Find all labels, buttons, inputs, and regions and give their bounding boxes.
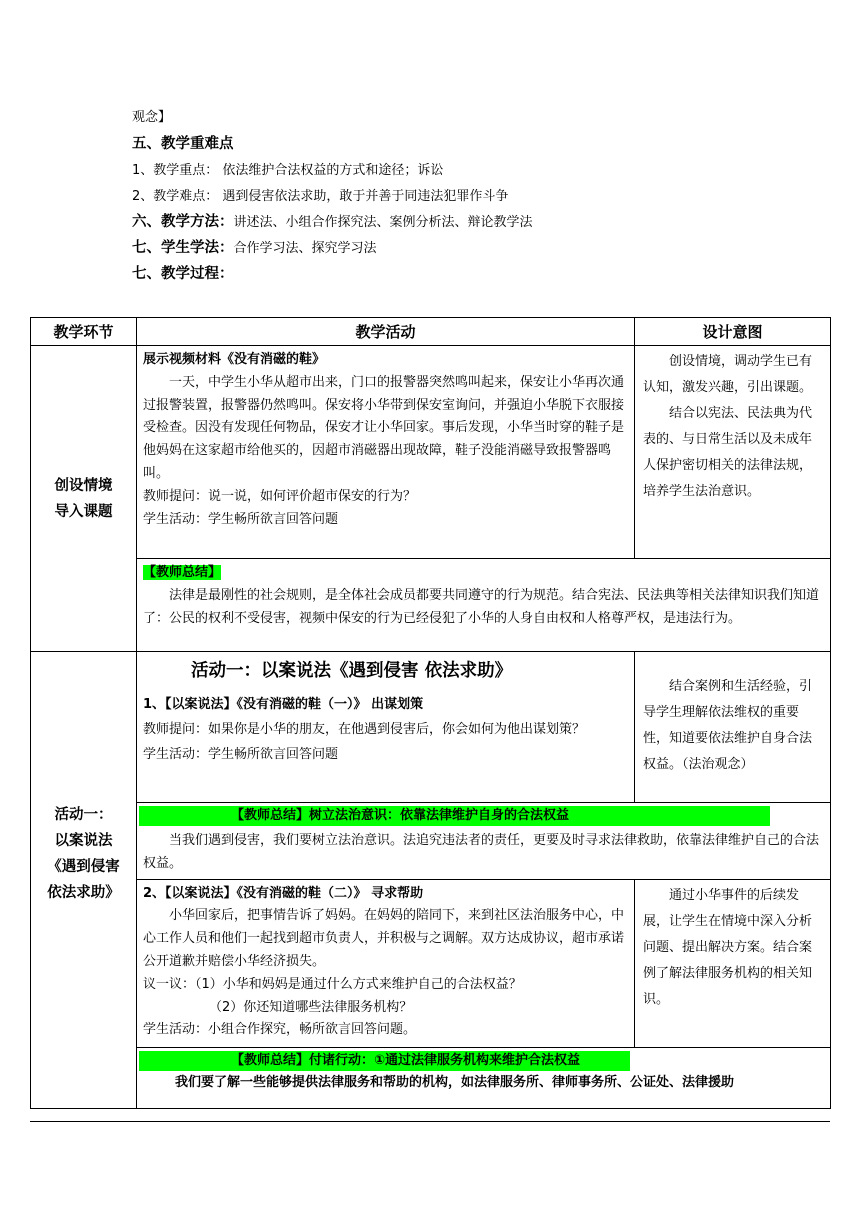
section-seven-a-label: 七、学生学法： bbox=[132, 240, 234, 256]
section-six bbox=[132, 210, 533, 231]
case1-question: 教师提问：如果你是小华的朋友，在他遇到侵害后，你会如何为他出谋划策？ bbox=[143, 721, 586, 737]
stage2-name-line2: 以案说法 bbox=[54, 833, 113, 849]
case2-title: 2、【以案说法】《没有消磁的鞋（二）》 寻求帮助 bbox=[143, 885, 424, 901]
table-header-row bbox=[31, 318, 831, 346]
header-activity: 教学活动 bbox=[137, 318, 635, 346]
page-bottom-rule bbox=[30, 1121, 830, 1122]
intent-case2: 通过小华事件的后续发展，让学生在情境中深入分析问题、提出解决方案。结合案例了解法律服务机构的相关知识。 bbox=[643, 887, 813, 1007]
stage2-case2-row bbox=[31, 879, 831, 1047]
story-text: 一天，中学生小华从超市出来，门口的报警器突然鸣叫起来，保安让小华再次通过报警装置，报警器仍然鸣叫。保安将小华带到保安室询问，并强迫小华脱下衣服接受检查。因没有发现任何物品，保安才让小华回家。事后发现，小华当时穿的鞋子是他妈妈在这家超市给他买的，因超市消磁器出现故障，鞋子没能消磁导致报警器鸣叫。 bbox=[143, 374, 625, 481]
intent-p1: 创设情境，调动学生已有认知，激发兴趣，引出课题。 bbox=[643, 354, 813, 395]
section-seven-a bbox=[132, 236, 377, 257]
case2-activity bbox=[137, 879, 635, 1047]
activity-title: 活动一：以案说法《遇到侵害 依法求助》 bbox=[191, 661, 513, 681]
discuss-1: 议一议：（1）小华和妈妈是通过什么方式来维护自己的合法权益？ bbox=[143, 976, 522, 992]
stage2-name-line3: 《遇到侵害 bbox=[47, 859, 120, 875]
case1-title: 1、【以案说法】《没有消磁的鞋（一）》 出谋划策 bbox=[143, 697, 424, 712]
case2-summary-row bbox=[31, 1047, 831, 1108]
stage1-activity bbox=[137, 346, 635, 559]
summary-label: 【教师总结】 bbox=[143, 565, 222, 580]
teacher-question: 教师提问：说一说，如何评价超市保安的行为？ bbox=[143, 488, 417, 504]
stage1-row bbox=[31, 346, 831, 559]
header-intent: 设计意图 bbox=[635, 318, 831, 346]
case2-summary-text: 我们要了解一些能够提供法律服务和帮助的机构，如法律服务所、律师事务所、公证处、法律援助 bbox=[175, 1074, 735, 1090]
stage1-summary-row bbox=[31, 559, 831, 652]
stage2-name-line1: 活动一： bbox=[54, 807, 113, 823]
discuss-2: （2）你还知道哪些法律服务机构？ bbox=[209, 999, 413, 1015]
stage1-name bbox=[31, 346, 137, 652]
case1-summary-label: 【教师总结】树立法治意识：依靠法律维护自身的合法权益 bbox=[139, 806, 770, 826]
summary-text: 法律是最刚性的社会规则，是全体社会成员都要共同遵守的行为规范。结合宪法、民法典等相关法律知识我们知道了：公民的权利不受侵害，视频中保安的行为已经侵犯了小华的人身自由权和人格尊严权，是违法行为。 bbox=[143, 587, 820, 626]
section-six-label: 六、教学方法： bbox=[132, 214, 234, 230]
stage1-intent bbox=[635, 346, 831, 559]
case2-story: 小华回家后，把事情告诉了妈妈。在妈妈的陪同下，来到社区法治服务中心，中心工作人员和他们一起找到超市负责人，并积极与之调解。双方达成协议，超市承诺公开道歉并赔偿小华经济损失。 bbox=[143, 908, 625, 969]
case1-activity bbox=[137, 652, 635, 803]
intro-line: 观念】 bbox=[132, 110, 172, 125]
student-activity: 学生活动：学生畅所欲言回答问题 bbox=[143, 511, 339, 527]
stage2-name bbox=[31, 652, 137, 1109]
case2-summary bbox=[137, 1047, 831, 1108]
case1-student: 学生活动：学生畅所欲言回答问题 bbox=[143, 746, 339, 762]
case1-summary bbox=[137, 803, 831, 880]
video-title: 展示视频材料《没有消磁的鞋》 bbox=[143, 352, 326, 367]
case2-intent bbox=[635, 879, 831, 1047]
section-seven-a-text: 合作学习法、探究学习法 bbox=[233, 241, 377, 256]
intent-case1: 结合案例和生活经验，引导学生理解依法维权的重要性，知道要依法维护自身合法权益。（法治观念） bbox=[643, 679, 813, 772]
key-point: 1、教学重点： 依法维护合法权益的方式和途径；诉讼 bbox=[132, 163, 444, 178]
stage2-case1-row bbox=[31, 652, 831, 803]
stage1-name-line1: 创设情境 bbox=[54, 477, 113, 494]
stage1-name-line2: 导入课题 bbox=[54, 503, 113, 520]
section-five-title: 五、教学重难点 bbox=[132, 136, 234, 152]
header-stage: 教学环节 bbox=[31, 318, 137, 346]
case1-intent bbox=[635, 652, 831, 803]
case2-summary-label: 【教师总结】付诸行动：①通过法律服务机构来维护合法权益 bbox=[139, 1051, 630, 1071]
section-six-text: 讲述法、小组合作探究法、案例分析法、辩论教学法 bbox=[233, 215, 533, 230]
stage1-summary bbox=[137, 559, 831, 652]
lesson-plan-table bbox=[30, 317, 831, 1109]
case2-student: 学生活动：小组合作探究，畅所欲言回答问题。 bbox=[143, 1022, 417, 1038]
case1-summary-text: 当我们遇到侵害，我们要树立法治意识。法追究违法者的责任，更要及时寻求法律救助，依靠法律维护自己的合法权益。 bbox=[143, 833, 820, 871]
section-seven-b-title: 七、教学过程： bbox=[132, 266, 234, 282]
difficulty: 2、教学难点： 遇到侵害依法求助，敢于并善于同违法犯罪作斗争 bbox=[132, 189, 509, 204]
intent-p2: 结合以宪法、民法典为代表的、与日常生活以及未成年人保护密切相关的法律法规，培养学生法治意识。 bbox=[643, 406, 813, 499]
case1-summary-row bbox=[31, 803, 831, 880]
stage2-name-line4: 依法求助》 bbox=[47, 885, 120, 901]
